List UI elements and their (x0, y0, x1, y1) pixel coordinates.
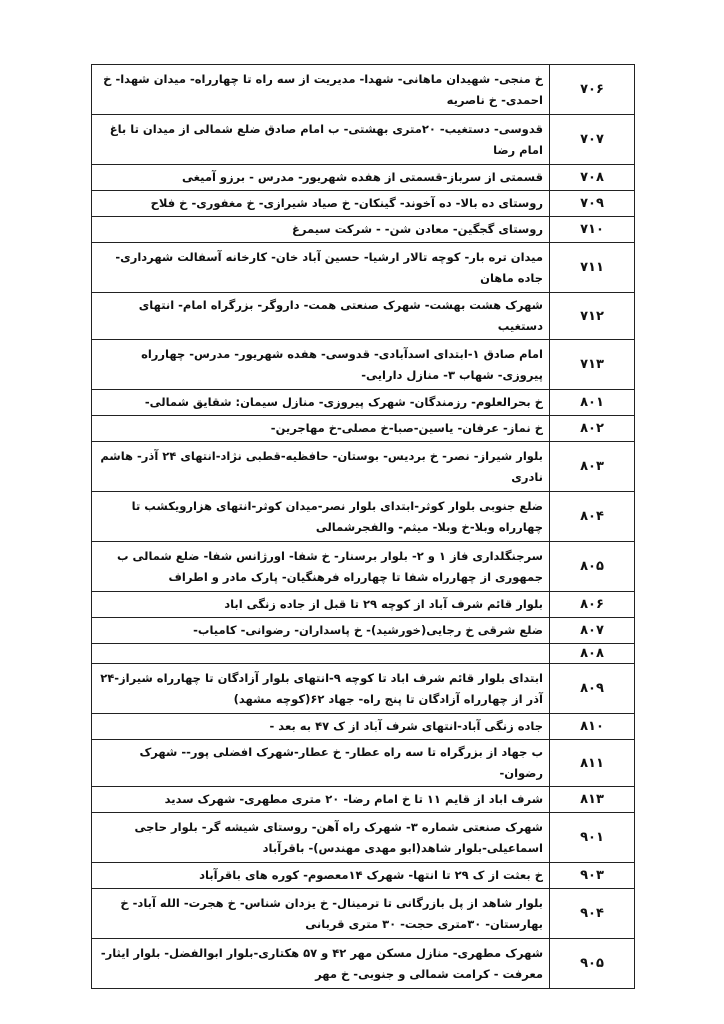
area-description-cell: خ نماز- عرفان- یاسین-صبا-خ مصلی-خ مهاجرین- (92, 416, 550, 442)
area-description-cell: قدوسی- دستغیب- ۲۰متری بهشتی- ب امام صادق ضلع شمالی از میدان تا باغ امام رضا (92, 115, 550, 165)
area-code-cell: ۸۱۳ (550, 787, 635, 813)
area-description-cell: شهرک هشت بهشت- شهرک صنعتی همت- داروگر- بزرگراه امام- انتهای دستغیب (92, 293, 550, 340)
area-description-cell: روستای ده بالا- ده آخوند- گینکان- خ صیاد شیرازی- خ مغفوری- خ فلاح (92, 191, 550, 217)
area-code-cell: ۹۰۳ (550, 863, 635, 889)
table-row (92, 293, 635, 340)
area-code-cell: ۹۰۵ (550, 939, 635, 989)
area-description-cell: شرف اباد از قایم ۱۱ تا خ امام رضا- ۲۰ متری مطهری- شهرک سدید (92, 787, 550, 813)
area-description-cell: ب جهاد از بزرگراه تا سه راه عطار- خ عطار-شهرک افضلی پور-- شهرک رضوان- (92, 740, 550, 787)
table-row (92, 542, 635, 592)
table-row (92, 644, 635, 664)
area-description-cell: شهرک مطهری- منازل مسکن مهر ۴۲ و ۵۷ هکتاری-بلوار ابوالفضل- بلوار ایثار- معرفت - کرامت شمالی و جنوبی- خ مهر (92, 939, 550, 989)
area-code-cell: ۸۰۵ (550, 542, 635, 592)
area-description-cell: خ بحرالعلوم- رزمندگان- شهرک پیروزی- منازل سیمان: شقایق شمالی- (92, 390, 550, 416)
area-code-cell: ۷۱۲ (550, 293, 635, 340)
area-description-cell: میدان تره بار- کوچه تالار ارشیا- حسین آباد خان- کارخانه آسفالت شهرداری- جاده ماهان (92, 243, 550, 293)
area-code-cell: ۸۱۰ (550, 714, 635, 740)
area-description-cell: جاده زنگی آباد-انتهای شرف آباد از ک ۴۷ به بعد - (92, 714, 550, 740)
table-row (92, 191, 635, 217)
table-row (92, 217, 635, 243)
table-row (92, 664, 635, 714)
table-row (92, 714, 635, 740)
area-code-cell: ۷۱۳ (550, 340, 635, 390)
area-description-cell: بلوار شاهد از پل بازرگانی تا ترمینال- خ یزدان شناس- خ هجرت- الله آباد- خ بهارستان- ۳۰متری حجت- ۳۰ متری قربانی (92, 889, 550, 939)
area-description-cell: شهرک صنعتی شماره ۳- شهرک راه آهن- روستای شیشه گر- بلوار حاجی اسماعیلی-بلوار شاهد(ابو مهدی مهندس)- باقرآباد (92, 813, 550, 863)
table-row (92, 863, 635, 889)
table-row (92, 813, 635, 863)
table-row (92, 442, 635, 492)
table-row (92, 165, 635, 191)
area-codes-table (91, 64, 635, 989)
area-code-cell: ۷۰۸ (550, 165, 635, 191)
table-row (92, 65, 635, 115)
table-row (92, 939, 635, 989)
area-description-cell: ابتدای بلوار قائم شرف اباد تا کوچه ۹-انتهای بلوار آزادگان تا چهارراه شیراز-۲۴ آذر از چهارراه آزادگان تا پنج راه- جهاد ۶۲(کوچه مشهد) (92, 664, 550, 714)
area-code-cell: ۸۰۷ (550, 618, 635, 644)
table-body (92, 65, 635, 989)
area-code-cell: ۸۰۲ (550, 416, 635, 442)
table-row (92, 618, 635, 644)
area-code-cell: ۸۰۹ (550, 664, 635, 714)
area-description-cell: روستای گجگین- معادن شن- - شرکت سیمرغ (92, 217, 550, 243)
area-description-cell: بلوار قائم شرف آباد از کوچه ۲۹ تا قبل از جاده زنگی اباد (92, 592, 550, 618)
area-code-cell: ۸۰۱ (550, 390, 635, 416)
table-row (92, 340, 635, 390)
area-description-cell: سرجنگلداری فاز ۱ و ۲- بلوار برسنار- خ شفا- اورژانس شفا- ضلع شمالی ب جمهوری از چهارراه شفا تا چهارراه فرهنگیان- پارک مادر و اطراف (92, 542, 550, 592)
table-row (92, 740, 635, 787)
area-code-cell: ۸۰۶ (550, 592, 635, 618)
area-code-cell: ۸۰۸ (550, 644, 635, 664)
area-description-cell: بلوار شیراز- نصر- خ بردیس- بوستان- حافظیه-قطبی نژاد-انتهای ۲۴ آذر- هاشم نادری (92, 442, 550, 492)
table-row (92, 787, 635, 813)
area-code-cell: ۷۰۷ (550, 115, 635, 165)
table-row (92, 243, 635, 293)
area-code-cell: ۸۰۳ (550, 442, 635, 492)
area-code-cell: ۷۱۰ (550, 217, 635, 243)
area-description-cell: قسمتی از سرباز-قسمتی از هفده شهریور- مدرس - برزو آمیغی (92, 165, 550, 191)
area-description-cell: خ منجی- شهیدان ماهانی- شهدا- مدیریت از سه راه تا چهارراه- میدان شهدا- خ احمدی- خ ناصریه (92, 65, 550, 115)
table-row (92, 115, 635, 165)
table-row (92, 416, 635, 442)
area-code-cell: ۷۰۶ (550, 65, 635, 115)
area-description-cell (92, 644, 550, 664)
area-code-cell: ۸۱۱ (550, 740, 635, 787)
table-row (92, 592, 635, 618)
area-code-cell: ۹۰۴ (550, 889, 635, 939)
area-description-cell: ضلع شرقی خ رجایی(خورشید)- خ پاسداران- رضوانی- کامیاب- (92, 618, 550, 644)
table-row (92, 889, 635, 939)
table-row (92, 492, 635, 542)
area-code-cell: ۷۰۹ (550, 191, 635, 217)
area-code-cell: ۷۱۱ (550, 243, 635, 293)
area-code-cell: ۹۰۱ (550, 813, 635, 863)
area-description-cell: خ بعثت از ک ۲۹ تا انتها- شهرک ۱۴معصوم- کوره های باقرآباد (92, 863, 550, 889)
area-code-cell: ۸۰۴ (550, 492, 635, 542)
table-row (92, 390, 635, 416)
area-description-cell: امام صادق ۱-ابتدای اسدآبادی- قدوسی- هفده شهریور- مدرس- چهارراه پیروزی- شهاب ۳- منازل دارایی- (92, 340, 550, 390)
area-description-cell: ضلع جنوبی بلوار کوثر-ابتدای بلوار نصر-میدان کوثر-انتهای هزارویکشب تا چهارراه وبلا-خ وبلا- میثم- والفجرشمالی (92, 492, 550, 542)
